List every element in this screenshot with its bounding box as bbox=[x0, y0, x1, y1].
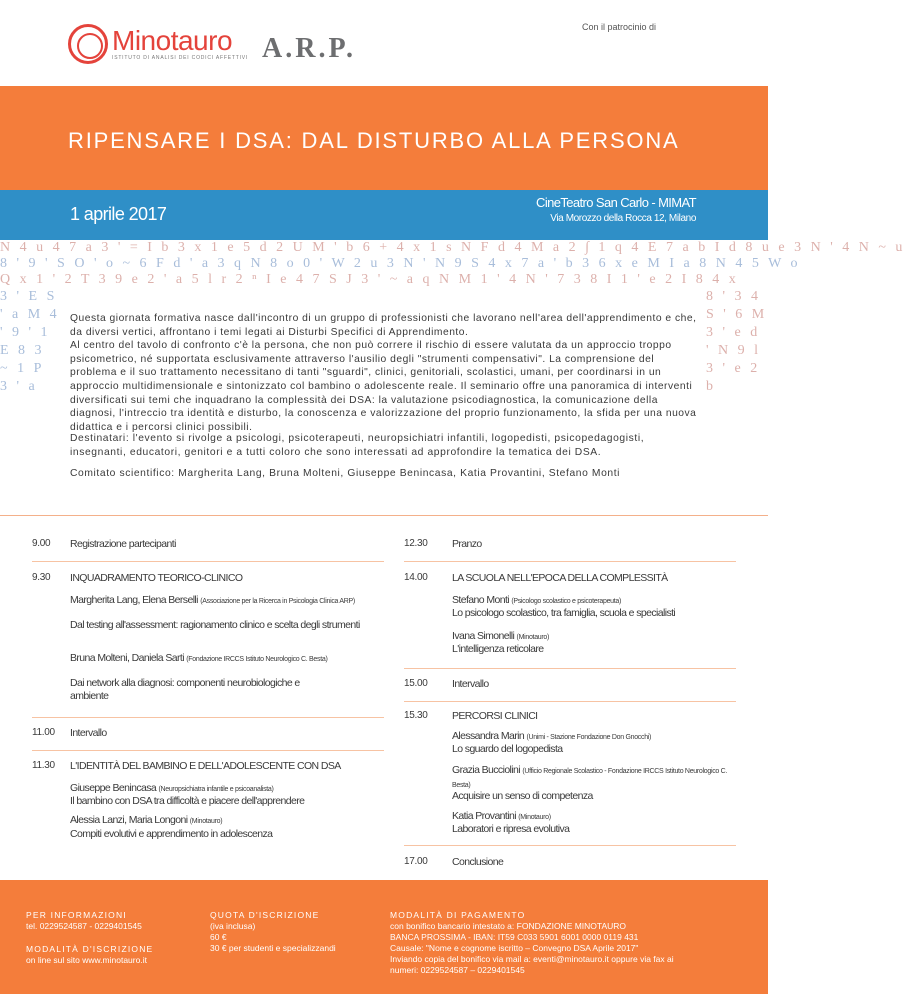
decorative-letters: 3 ' E S ' a M 4 ' 9 ' 1 E 8 3 ~ 1 P 3 ' a bbox=[0, 289, 60, 394]
fee-reduced: 30 € per studenti e specializzandi bbox=[210, 943, 336, 953]
speaker-name: Margherita Lang, Elena Berselli bbox=[70, 594, 198, 606]
schedule-time: 14.00 bbox=[404, 572, 428, 583]
talk-title: Acquisire un senso di competenza bbox=[452, 790, 593, 802]
venue-name: CineTeatro San Carlo - MIMAT bbox=[536, 195, 696, 210]
talk-title: L'intelligenza reticolare bbox=[452, 643, 544, 655]
talk-title: Compiti evolutivi e apprendimento in adolescenza bbox=[70, 828, 273, 840]
speaker-affiliation: (Minotauro) bbox=[516, 634, 550, 641]
footer-info bbox=[26, 910, 153, 966]
venue-address: Via Morozzo della Rocca 12, Milano bbox=[550, 213, 696, 224]
speaker-affiliation: (Unimi - Stazione Fondazione Don Gnocchi) bbox=[526, 734, 652, 741]
footer-heading: PER INFORMAZIONI bbox=[26, 910, 127, 920]
schedule-session: Registrazione partecipanti bbox=[70, 538, 176, 550]
intro-text bbox=[70, 312, 700, 434]
intro-paragraph: Questa giornata formativa nasce dall'incontro di un gruppo di professionisti che lavorano nell'area dell'apprendimento e che, da diversi vertici, affrontano i temi legati ai Disturbi Specifici di Apprendimento. bbox=[70, 313, 697, 338]
payment-line: con bonifico bancario intestato a: FONDAZIONE MINOTAURO bbox=[390, 921, 627, 931]
schedule-session: Intervallo bbox=[70, 727, 107, 739]
footer-phone: tel. 0229524587 - 0229401545 bbox=[26, 921, 142, 931]
speaker-name: Ivana Simonelli bbox=[452, 630, 515, 642]
speaker-name: Bruna Molteni, Daniela Sarti bbox=[70, 652, 184, 664]
divider bbox=[404, 668, 736, 669]
decorative-letters: 8 ' 3 4 S ' 6 M 3 ' e d ' N 9 l 3 ' e 2 b bbox=[706, 289, 768, 394]
speaker bbox=[70, 652, 370, 666]
footer-registration-link[interactable]: on line sul sito www.minotauro.it bbox=[26, 955, 147, 965]
fee-note: (iva inclusa) bbox=[210, 921, 256, 931]
schedule-session: Pranzo bbox=[452, 538, 482, 550]
footer-payment bbox=[390, 910, 674, 976]
speaker bbox=[452, 810, 742, 824]
speaker bbox=[70, 594, 370, 608]
speaker-affiliation: (Minotauro) bbox=[189, 818, 223, 825]
minotauro-logo bbox=[68, 24, 248, 64]
intro-paragraph: Al centro del tavolo di confronto c'è la persona, che non può correre il rischio di essere valutata da un approccio troppo psicometrico, né supportata esclusivamente attraverso l'ausilio degli "strumenti compensativi". La comprensione del problema e il suo trattamento necessitano di tanti "sguardi", clinici, genitoriali, scolastici, umani, per coordinarsi in un approccio multidimensionale e sintonizzato col bambino o adolescente reale. Il seminario offre una panoramica di interventi diversificati sui temi che inquadrano la complessità dei DSA: la valutazione psicodiagnostica, la comunicazione della diagnosi, l'intreccio tra identità e disturbo, la conoscenza e valorizzazione del proprio funzionamento, la sfida per una nuova didattica e i percorsi clinici possibili. bbox=[70, 340, 697, 433]
speaker-name: Stefano Monti bbox=[452, 594, 509, 606]
logo-name: Minotauro bbox=[112, 25, 233, 56]
speaker-name: Alessia Lanzi, Maria Longoni bbox=[70, 814, 188, 826]
schedule-time: 15.00 bbox=[404, 678, 428, 689]
speaker-affiliation: (Fondazione IRCCS Istituto Neurologico C. Besta) bbox=[186, 656, 328, 663]
speaker-name: Grazia Bucciolini bbox=[452, 764, 520, 776]
divider bbox=[32, 717, 384, 718]
speaker bbox=[452, 730, 742, 744]
schedule-time: 11.00 bbox=[32, 727, 55, 738]
footer bbox=[0, 880, 768, 994]
schedule-time: 9.30 bbox=[32, 572, 51, 583]
schedule-time: 17.00 bbox=[404, 856, 428, 867]
schedule-session: Conclusione bbox=[452, 856, 504, 868]
schedule-time: 9.00 bbox=[32, 538, 51, 549]
schedule-time: 11.30 bbox=[32, 760, 55, 771]
schedule-session: INQUADRAMENTO TEORICO-CLINICO bbox=[70, 572, 243, 584]
header bbox=[0, 0, 768, 86]
speaker bbox=[452, 764, 742, 792]
speaker bbox=[452, 594, 742, 608]
decorative-letters: N 4 u 4 7 a 3 ' = I b 3 x 1 e 5 d 2 U M ' b 6 + 4 x 1 s N F d 4 M a 2 ∫ 1 q 4 E 7 a b I d 8 u e 3 N ' 4 N ~ u bbox=[0, 240, 905, 255]
schedule-session: L'IDENTITÀ DEL BAMBINO E DELL'ADOLESCENTE CON DSA bbox=[70, 760, 341, 772]
divider bbox=[404, 701, 736, 702]
logo-subtitle: ISTITUTO DI ANALISI DEI CODICI AFFETTIVI bbox=[112, 55, 249, 61]
schedule-session: LA SCUOLA NELL'EPOCA DELLA COMPLESSITÀ bbox=[452, 572, 668, 584]
payment-line: numeri: 0229524587 – 0229401545 bbox=[390, 965, 525, 975]
talk-title: Dai network alla diagnosi: componenti neurobiologiche e ambiente bbox=[70, 677, 300, 702]
speaker-affiliation: (Ufficio Regionale Scolastico - Fondazione IRCCS Istituto Neurologico C. Besta) bbox=[452, 768, 728, 789]
fee-full: 60 € bbox=[210, 932, 227, 942]
target-audience: Destinatari: l'evento si rivolge a psicologi, psicoterapeuti, neuropsichiatri infantili, logopedisti, psicopedagogisti, insegnanti, educatori, genitori e a tutti coloro che sono interessati ad approfondire la tematica dei DSA. bbox=[70, 433, 645, 458]
speaker bbox=[70, 782, 380, 796]
scientific-committee: Comitato scientifico: Margherita Lang, Bruna Molteni, Giuseppe Benincasa, Katia Provantini, Stefano Monti bbox=[70, 468, 621, 479]
footer-heading: MODALITÀ D'ISCRIZIONE bbox=[26, 944, 154, 954]
footer-heading: QUOTA D'ISCRIZIONE bbox=[210, 910, 320, 920]
schedule-session: Intervallo bbox=[452, 678, 489, 690]
schedule-time: 12.30 bbox=[404, 538, 428, 549]
payment-line: BANCA PROSSIMA - IBAN: IT59 C033 5901 6001 0000 0119 431 bbox=[390, 932, 639, 942]
footer-heading: MODALITÀ DI PAGAMENTO bbox=[390, 910, 526, 920]
speaker-name: Katia Provantini bbox=[452, 810, 516, 822]
speaker bbox=[452, 630, 742, 644]
talk-title: Il bambino con DSA tra difficoltà e piacere dell'apprendere bbox=[70, 795, 305, 807]
divider bbox=[404, 561, 736, 562]
schedule-time: 15.30 bbox=[404, 710, 428, 721]
footer-fee bbox=[210, 910, 336, 954]
divider bbox=[404, 845, 736, 846]
payment-line: Causale: "Nome e cognome iscritto – Convegno DSA Aprile 2017" bbox=[390, 943, 639, 953]
speaker-affiliation: (Neuropsichiatra infantile e psicoanalista) bbox=[158, 786, 274, 793]
talk-title: Lo psicologo scolastico, tra famiglia, scuola e specialisti bbox=[452, 607, 676, 619]
speaker-name: Giuseppe Benincasa bbox=[70, 782, 157, 794]
talk-title: Lo sguardo del logopedista bbox=[452, 743, 563, 755]
speaker bbox=[70, 814, 380, 828]
event-venue bbox=[536, 195, 696, 224]
divider bbox=[0, 515, 768, 516]
speaker-name: Alessandra Marin bbox=[452, 730, 525, 742]
decorative-letters: 8 ' 9 ' S O ' o ~ 6 F d ' a 3 q N 8 o 0 ' W 2 u 3 N ' N 9 S 4 x 7 a ' b 3 6 x e M I a 8 N 4 5 W o bbox=[0, 256, 801, 271]
talk-title: Dal testing all'assessment: ragionamento clinico e scelta degli strumenti bbox=[70, 619, 360, 631]
payment-line: Inviando copia del bonifico via mail a: eventi@minotauro.it oppure via fax ai bbox=[390, 954, 674, 964]
speaker-affiliation: (Psicologo scolastico e psicoterapeuta) bbox=[511, 598, 622, 605]
talk-title: Laboratori e ripresa evolutiva bbox=[452, 823, 570, 835]
event-date: 1 aprile 2017 bbox=[70, 204, 167, 224]
decorative-letters: Q x 1 ' 2 T 3 9 e 2 ' a 5 l r 2 ⁿ I e 4 7 S J 3 ' ~ a q N M 1 ' 4 N ' 7 3 8 I 1 ' e 2 I 8 4 x bbox=[0, 272, 739, 287]
schedule-session: PERCORSI CLINICI bbox=[452, 710, 538, 722]
page-title: RIPENSARE I DSA: DAL DISTURBO ALLA PERSONA bbox=[68, 128, 680, 153]
minotauro-logo-icon bbox=[68, 24, 108, 64]
speaker-affiliation: (Associazione per la Ricerca in Psicologia Clinica ARP) bbox=[200, 598, 355, 605]
arp-logo: A.R.P. bbox=[262, 33, 356, 64]
divider bbox=[32, 561, 384, 562]
divider bbox=[32, 750, 384, 751]
patronage-text: Con il patrocinio di bbox=[581, 22, 656, 32]
speaker-affiliation: (Minotauro) bbox=[518, 814, 551, 821]
